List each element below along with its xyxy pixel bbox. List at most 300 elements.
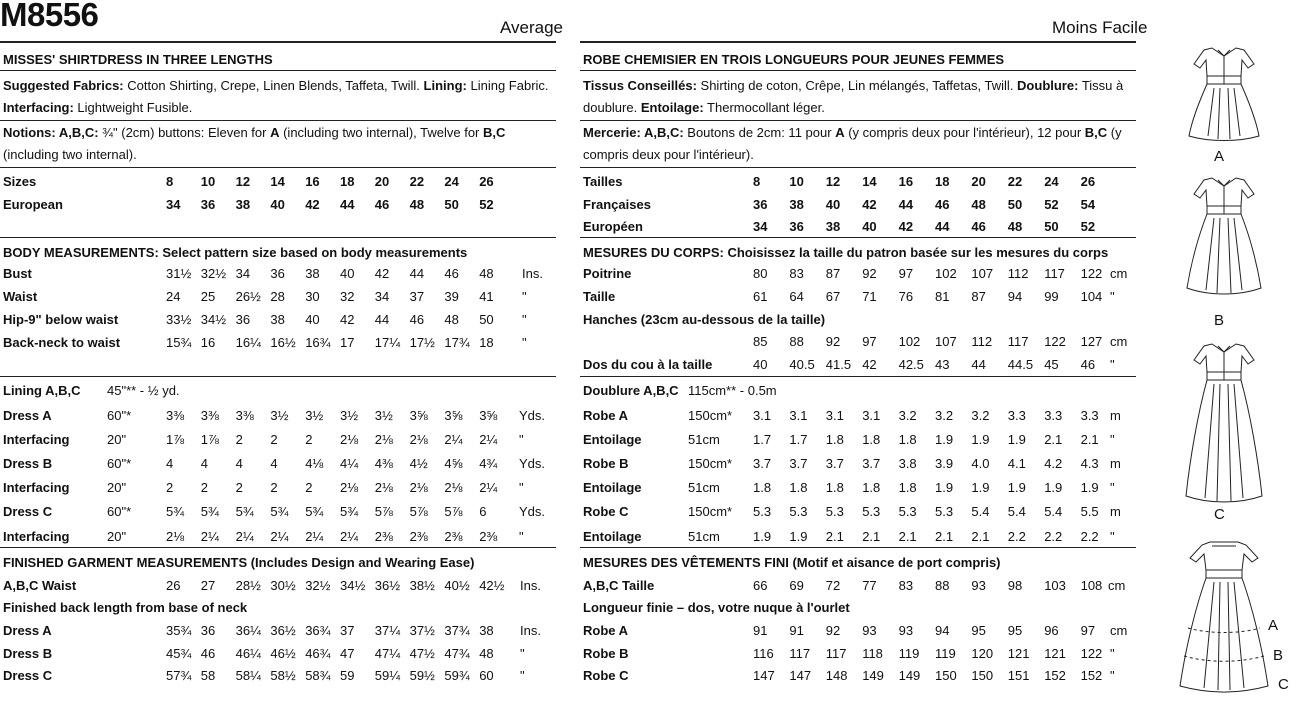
notions-view: B,C xyxy=(483,125,506,140)
size-value: 5.4 xyxy=(971,504,990,520)
size-value: 1.9 xyxy=(1080,480,1099,496)
size-value: 1.8 xyxy=(898,432,917,448)
size-value: 3.7 xyxy=(789,456,808,472)
figure-label-b: B xyxy=(1214,312,1225,329)
size-value: 2⅛ xyxy=(166,528,185,544)
size-value: 14 xyxy=(862,174,877,189)
size-value: 24 xyxy=(1044,174,1059,189)
size-value: 38 xyxy=(270,312,285,327)
length-label-b: B xyxy=(1273,647,1284,664)
size-value: 46 xyxy=(409,312,425,327)
size-value: 3.3 xyxy=(1044,408,1063,423)
row-label: Dress A xyxy=(3,408,52,423)
size-value: 2⅜ xyxy=(444,528,463,544)
size-value: 58¼ xyxy=(235,668,261,683)
notions-text: (including two internal). xyxy=(3,147,137,162)
size-value: 121 xyxy=(1044,645,1066,661)
size-value: 3.8 xyxy=(898,456,917,472)
size-value: 37¼ xyxy=(374,623,401,638)
size-value: 47 xyxy=(340,645,355,661)
size-value: 60 xyxy=(479,668,494,683)
size-value: 92 xyxy=(825,623,841,638)
size-value: 42.5 xyxy=(898,357,924,372)
fabric-width: 20" xyxy=(107,432,127,448)
size-value: 36 xyxy=(235,312,251,327)
size-value: 37½ xyxy=(409,623,435,638)
size-value: 91 xyxy=(753,623,768,638)
notions-text: (including two internal), Twelve for xyxy=(279,125,484,140)
size-value: 3⅜ xyxy=(200,408,219,423)
size-value: 112 xyxy=(1007,266,1029,281)
size-value: 122 xyxy=(1080,266,1103,281)
notions-text: ¾" (2cm) buttons: Eleven for xyxy=(98,125,271,140)
size-value: 44 xyxy=(935,219,950,234)
size-value: 42 xyxy=(340,312,355,327)
size-value: 41 xyxy=(479,289,494,304)
size-value: 2 xyxy=(166,480,174,496)
size-value: 87 xyxy=(971,289,986,304)
size-value: 48 xyxy=(479,266,494,281)
size-value: 67 xyxy=(825,289,841,304)
divider xyxy=(580,41,1136,43)
size-value: 5.5 xyxy=(1080,504,1099,520)
size-value: 98 xyxy=(1007,578,1023,593)
size-value: 5.3 xyxy=(935,504,954,520)
size-value: 1.9 xyxy=(1007,480,1026,496)
size-value: 50 xyxy=(1007,196,1023,212)
unit-label: " xyxy=(1110,289,1115,304)
size-value: 37 xyxy=(409,289,425,304)
size-value: 54 xyxy=(1080,196,1096,212)
size-value: 52 xyxy=(479,197,494,212)
title-fr: ROBE CHEMISIER EN TROIS LONGUEURS POUR JEUNES FEMMES xyxy=(583,52,1005,67)
size-value: 127 xyxy=(1080,334,1103,349)
back-length-label: Longueur finie – dos, votre nuque à l'ourlet xyxy=(583,600,850,615)
size-value: 3⅜ xyxy=(166,408,185,423)
unit-label: " xyxy=(520,645,525,661)
size-value: 2⅛ xyxy=(374,480,393,496)
size-value: 3.3 xyxy=(1080,408,1099,423)
size-value: 122 xyxy=(1044,334,1066,349)
size-value: 2⅜ xyxy=(479,528,498,544)
size-value: 102 xyxy=(935,266,957,281)
unit-label: " xyxy=(1110,645,1115,661)
size-value: 48 xyxy=(444,312,459,327)
unit-label: " xyxy=(522,289,527,304)
fabric-width: 60"* xyxy=(107,504,132,520)
row-label: A,B,C Taille xyxy=(583,578,655,593)
finished-heading-en: FINISHED GARMENT MEASUREMENTS (Includes Design and Wearing Ease) xyxy=(3,555,475,570)
size-value: 59¼ xyxy=(374,668,401,683)
size-value: 26½ xyxy=(235,289,261,304)
size-value: 42 xyxy=(374,266,390,281)
size-value: 5⅞ xyxy=(374,504,393,520)
row-label: Dress C xyxy=(3,504,53,520)
size-value: 1.8 xyxy=(789,480,808,496)
size-value: 4.2 xyxy=(1044,456,1063,472)
dress-a-sketch xyxy=(1184,42,1264,162)
unit-label: " xyxy=(519,528,524,544)
fabrics-en xyxy=(3,75,555,119)
size-value: 1.7 xyxy=(789,432,808,448)
size-value: 41.5 xyxy=(825,357,852,372)
fabric-width: 51cm xyxy=(688,528,720,544)
unit-label: Yds. xyxy=(519,504,546,520)
divider xyxy=(0,237,556,238)
size-value: 8 xyxy=(753,174,761,189)
size-value: 150 xyxy=(935,668,957,683)
notions-text: Boutons de 2cm: 11 pour xyxy=(683,125,836,140)
size-value: 1⅞ xyxy=(166,432,185,448)
size-value: 16 xyxy=(305,174,320,189)
size-value: 28 xyxy=(270,289,285,304)
size-value: 45¾ xyxy=(166,645,192,661)
body-heading-en: BODY MEASUREMENTS: Select pattern size based on body measurements xyxy=(3,245,468,260)
size-value: 1.9 xyxy=(935,432,954,448)
size-value: 5¾ xyxy=(340,504,359,520)
size-value: 2 xyxy=(270,480,278,496)
unit-label: Ins. xyxy=(520,578,541,593)
size-value: 30½ xyxy=(270,578,296,593)
divider xyxy=(0,376,556,377)
unit-label: " xyxy=(1110,528,1115,544)
fabrics-label: Suggested Fabrics: xyxy=(3,78,124,93)
size-value: 59¾ xyxy=(444,668,470,683)
size-value: 1.9 xyxy=(971,432,990,448)
size-value: 3.1 xyxy=(825,408,844,423)
size-value: 107 xyxy=(971,266,994,281)
size-value: 1.8 xyxy=(862,432,881,448)
unit-label: cm xyxy=(1110,266,1128,281)
size-value: 2 xyxy=(235,432,243,448)
size-value: 3.1 xyxy=(862,408,881,423)
size-value: 2⅛ xyxy=(340,480,359,496)
size-value: 26 xyxy=(1080,174,1096,189)
row-label: Doublure A,B,C xyxy=(583,383,679,398)
size-value: 4.3 xyxy=(1080,456,1099,472)
row-label: Dress C xyxy=(3,668,53,683)
size-value: 38½ xyxy=(409,578,435,593)
row-label: Robe B xyxy=(583,645,629,661)
row-label: Entoilage xyxy=(583,480,642,496)
size-value: 94 xyxy=(1007,289,1023,304)
notions-text: (y compris deux pour l'intérieur). xyxy=(583,125,1122,162)
fabric-width: 20" xyxy=(107,480,127,496)
size-value: 5.3 xyxy=(789,504,808,520)
size-value: 40½ xyxy=(444,578,470,593)
size-value: 46 xyxy=(971,219,986,234)
size-value: 1.8 xyxy=(862,480,881,496)
size-value: 3.3 xyxy=(1007,408,1026,423)
size-value: 1.8 xyxy=(898,480,917,496)
size-value: 80 xyxy=(753,266,768,281)
size-value: 26 xyxy=(166,578,181,593)
size-value: 2.2 xyxy=(1044,528,1063,544)
size-value: 3½ xyxy=(340,408,359,423)
size-value: 2¼ xyxy=(340,528,359,544)
size-value: 5¾ xyxy=(235,504,254,520)
row-label: Robe A xyxy=(583,623,629,638)
size-value: 16¼ xyxy=(235,335,261,350)
size-value: 2 xyxy=(305,480,313,496)
size-value: 48 xyxy=(971,196,986,212)
unit-label: " xyxy=(519,480,524,496)
size-value: 5.3 xyxy=(753,504,772,520)
size-value: 44.5 xyxy=(1007,357,1034,372)
size-value: 44 xyxy=(898,196,914,212)
unit-label: Yds. xyxy=(519,408,546,423)
size-value: 2⅜ xyxy=(409,528,428,544)
size-value: 10 xyxy=(789,174,804,189)
size-value: 46 xyxy=(1080,357,1096,372)
size-value: 1.7 xyxy=(753,432,772,448)
unit-label: " xyxy=(1110,668,1115,683)
size-value: 3.1 xyxy=(789,408,808,423)
size-value: 34 xyxy=(753,219,768,234)
unit-label: " xyxy=(522,335,527,350)
size-value: 1.9 xyxy=(753,528,772,544)
notions-label: Mercerie: A,B,C: xyxy=(583,125,684,140)
fabric-width: 60"* xyxy=(107,456,132,472)
divider xyxy=(580,547,1136,548)
size-value: 1.9 xyxy=(789,528,808,544)
row-label: Poitrine xyxy=(583,266,632,281)
size-value: 148 xyxy=(825,668,848,683)
size-value: 2.1 xyxy=(1044,432,1063,448)
size-value: 2¼ xyxy=(305,528,324,544)
size-value: 6 xyxy=(479,504,487,520)
unit-label: " xyxy=(1110,480,1115,496)
size-value: 4½ xyxy=(409,456,428,472)
size-value: 3½ xyxy=(374,408,393,423)
fabrics-label: Tissus Conseillés: xyxy=(583,78,697,93)
size-value: 38 xyxy=(825,219,841,234)
size-value: 72 xyxy=(825,578,841,593)
size-value: 88 xyxy=(935,578,950,593)
size-value: 2.2 xyxy=(1080,528,1099,544)
size-value: 38 xyxy=(235,197,251,212)
size-value: 42 xyxy=(862,196,877,212)
size-value: 117 xyxy=(1044,266,1065,281)
size-value: 1⅞ xyxy=(200,432,219,448)
size-value: 14 xyxy=(270,174,285,189)
size-value: 45 xyxy=(1044,357,1059,372)
size-value: 88 xyxy=(789,334,804,349)
size-value: 93 xyxy=(971,578,986,593)
size-value: 44 xyxy=(340,197,355,212)
size-value: 122 xyxy=(1080,645,1103,661)
size-value: 152 xyxy=(1044,668,1066,683)
size-value: 2¼ xyxy=(479,480,498,496)
size-value: 30 xyxy=(305,289,320,304)
size-value: 99 xyxy=(1044,289,1059,304)
size-value: 46½ xyxy=(270,645,296,661)
size-value: 42 xyxy=(898,219,914,234)
back-length-label: Finished back length from base of neck xyxy=(3,600,248,615)
size-value: 50 xyxy=(1044,219,1059,234)
size-value: 2¼ xyxy=(270,528,289,544)
size-value: 32½ xyxy=(200,266,227,281)
size-value: 18 xyxy=(340,174,355,189)
size-value: 43 xyxy=(935,357,950,372)
pattern-code: M8556 xyxy=(0,0,99,33)
size-value: 147 xyxy=(789,668,812,683)
size-value: 4⅜ xyxy=(374,456,393,472)
size-value: 47¾ xyxy=(444,645,470,661)
size-value: 64 xyxy=(789,289,804,304)
size-value: 44 xyxy=(409,266,425,281)
size-value: 2 xyxy=(270,432,278,448)
size-value: 4 xyxy=(200,456,209,472)
size-value: 42 xyxy=(862,357,877,372)
size-value: 1.9 xyxy=(1007,432,1026,448)
size-value: 102 xyxy=(898,334,921,349)
size-value: 118 xyxy=(862,645,883,661)
fabrics-text: Shirting de coton, Crêpe, Lin mélangés, Taffetas, Twill. xyxy=(696,78,1018,93)
title-en: MISSES' SHIRTDRESS IN THREE LENGTHS xyxy=(3,52,273,67)
divider xyxy=(580,70,1136,71)
size-value: 95 xyxy=(1007,623,1023,638)
fabric-width: 150cm* xyxy=(688,408,733,423)
size-value: 18 xyxy=(935,174,950,189)
size-value: 22 xyxy=(409,174,425,189)
notions-en xyxy=(3,122,548,166)
size-value: 2¼ xyxy=(200,528,219,544)
lining-text: Lining Fabric. xyxy=(466,78,549,93)
length-label-c: C xyxy=(1278,676,1289,693)
size-value: 46¾ xyxy=(305,645,331,661)
body-heading-fr: MESURES DU CORPS: Choisissez la taille du patron basée sur les mesures du corps xyxy=(583,245,1109,260)
size-value: 94 xyxy=(935,623,950,638)
size-value: 34 xyxy=(166,197,181,212)
notions-text: (y compris deux pour l'intérieur), 12 pour xyxy=(844,125,1085,140)
size-value: 4¼ xyxy=(340,456,359,472)
size-value: 50 xyxy=(444,197,459,212)
size-value: 5.3 xyxy=(898,504,917,520)
size-value: 34 xyxy=(374,289,390,304)
interfacing-label: Entoilage: xyxy=(640,100,704,115)
size-value: 104 xyxy=(1080,289,1103,304)
row-label: A,B,C Waist xyxy=(3,578,77,593)
size-value: 20 xyxy=(374,174,390,189)
size-value: 46 xyxy=(935,196,950,212)
size-value: 112 xyxy=(971,334,993,349)
size-value: 48 xyxy=(479,645,494,661)
size-value: 2⅛ xyxy=(340,432,359,448)
size-value: 40 xyxy=(862,219,877,234)
size-value: 16½ xyxy=(270,335,296,350)
row-label: Robe A xyxy=(583,408,629,423)
size-value: 42½ xyxy=(479,578,505,593)
unit-label: " xyxy=(520,668,525,683)
size-value: 3.9 xyxy=(935,456,954,472)
size-value: 149 xyxy=(898,668,921,683)
size-value: 87 xyxy=(825,266,841,281)
row-label: Dress B xyxy=(3,456,53,472)
size-value: 4 xyxy=(270,456,278,472)
row-label: Lining A,B,C xyxy=(3,383,81,398)
size-value: 18 xyxy=(479,335,494,350)
unit-label: cm xyxy=(1110,623,1128,638)
figure-label-c: C xyxy=(1214,506,1225,523)
size-value: 5.3 xyxy=(862,504,881,520)
row-label: Dos du cou à la taille xyxy=(583,357,713,372)
size-value: 47½ xyxy=(409,645,435,661)
size-value: 3⅝ xyxy=(479,408,498,423)
size-value: 17 xyxy=(340,335,355,350)
row-label: Interfacing xyxy=(3,432,70,448)
size-value: 36¾ xyxy=(305,623,331,638)
size-value: 1.9 xyxy=(971,480,990,496)
size-value: 119 xyxy=(898,645,920,661)
size-value: 47¼ xyxy=(374,645,401,661)
size-value: 2⅛ xyxy=(409,432,428,448)
size-value: 2 xyxy=(200,480,209,496)
size-value: 92 xyxy=(825,334,841,349)
length-label-a: A xyxy=(1268,617,1279,634)
fabric-width: 51cm xyxy=(688,480,720,496)
row-label: Françaises xyxy=(583,196,651,212)
size-value: 2¼ xyxy=(235,528,254,544)
size-value: 34 xyxy=(235,266,251,281)
size-value: 37¾ xyxy=(444,623,470,638)
row-label: Tailles xyxy=(583,174,623,189)
row-label: Dress A xyxy=(3,623,52,638)
size-value: 121 xyxy=(1007,645,1030,661)
size-value: 108 xyxy=(1080,578,1103,593)
size-value: 66 xyxy=(753,578,768,593)
size-value: 103 xyxy=(1044,578,1066,593)
size-value: 97 xyxy=(1080,623,1096,638)
size-value: 33½ xyxy=(166,312,192,327)
interfacing-text: Thermocollant léger. xyxy=(703,100,825,115)
size-value: 40 xyxy=(753,357,768,372)
size-value: 8 xyxy=(166,174,174,189)
size-value: 1.9 xyxy=(1044,480,1063,496)
divider xyxy=(0,70,556,71)
size-value: 147 xyxy=(753,668,775,683)
size-value: 16¾ xyxy=(305,335,331,350)
dress-back-sketch xyxy=(1174,536,1274,696)
size-value: 40 xyxy=(305,312,320,327)
unit-label: " xyxy=(522,312,527,327)
hip-label-fr: Hanches (23cm au-dessous de la taille) xyxy=(583,312,826,327)
size-value: 97 xyxy=(862,334,877,349)
size-value: 3½ xyxy=(305,408,324,423)
size-value: 37 xyxy=(340,623,355,638)
size-value: 107 xyxy=(935,334,957,349)
lining-label: Doublure: xyxy=(1017,78,1079,93)
size-value: 42 xyxy=(305,197,320,212)
size-value: 117 xyxy=(1007,334,1029,349)
unit-label: m xyxy=(1110,408,1121,423)
size-value: 3.1 xyxy=(753,408,772,423)
size-value: 3⅜ xyxy=(235,408,254,423)
row-label: Bust xyxy=(3,266,32,281)
row-label: Européen xyxy=(583,219,643,234)
notions-label: Notions: A,B,C: xyxy=(3,125,99,140)
unit-label: " xyxy=(1110,432,1115,448)
size-value: 92 xyxy=(862,266,877,281)
size-value: 2.2 xyxy=(1007,528,1026,544)
size-value: 36½ xyxy=(374,578,401,593)
size-value: 3.7 xyxy=(825,456,844,472)
row-label: Interfacing xyxy=(3,528,70,544)
size-value: 17¼ xyxy=(374,335,401,350)
unit-label: " xyxy=(1110,357,1115,372)
divider xyxy=(0,41,556,43)
finished-heading-fr: MESURES DES VÊTEMENTS FINI (Motif et aisance de port compris) xyxy=(583,555,1001,570)
